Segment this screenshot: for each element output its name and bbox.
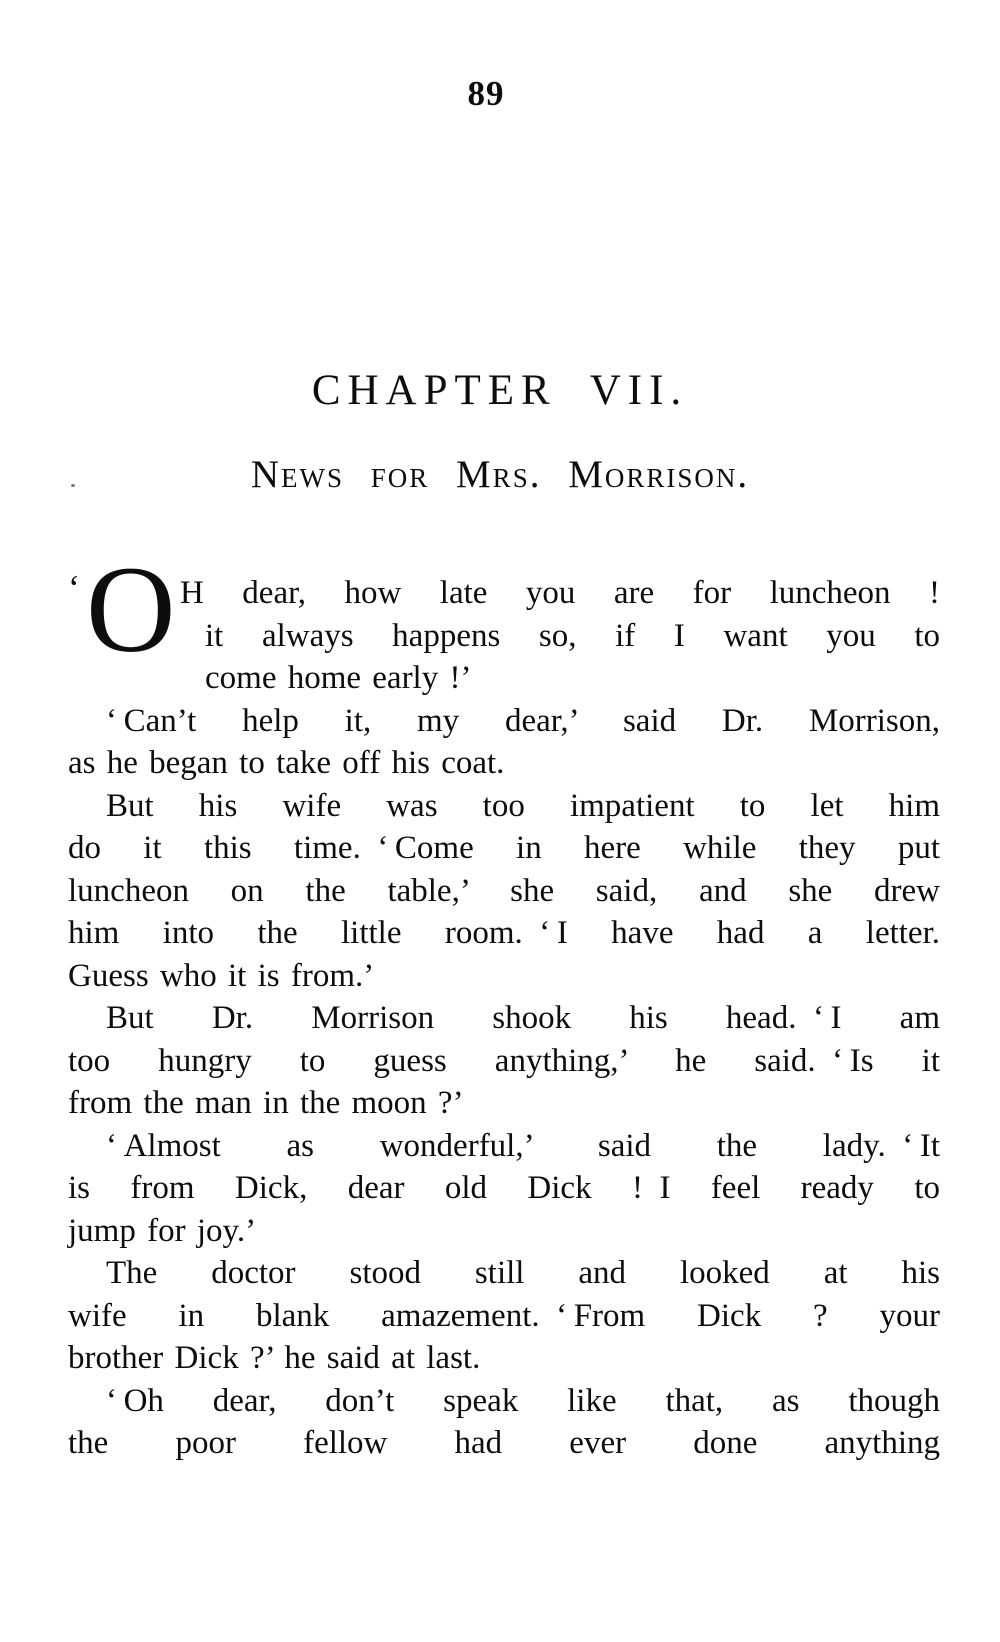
paragraph xyxy=(68,541,940,700)
text-line: jump for joy.’ xyxy=(68,1212,257,1249)
drop-cap-letter: O xyxy=(86,541,176,678)
paragraph xyxy=(68,700,940,785)
drop-cap-open-quote: ‘ xyxy=(68,568,80,608)
text-line: luncheon on the table,’ she said, and she drew xyxy=(68,872,940,909)
body-text xyxy=(68,541,940,1465)
paragraph xyxy=(68,1125,940,1253)
paragraph xyxy=(68,997,940,1125)
text-line: ‘ Almost as wonderful,’ said the lady. ‘ It xyxy=(106,1127,940,1164)
chapter-subtitle: News for Mrs. Morrison. xyxy=(250,453,750,496)
text-line: The doctor stood still and looked at his xyxy=(106,1255,940,1291)
text-line: brother Dick ?’ he said at last. xyxy=(68,1340,481,1376)
text-line: do it this time. ‘ Come in here while they put xyxy=(68,830,940,866)
text-line: come home early !’ xyxy=(205,660,472,696)
page-number: 89 xyxy=(467,74,505,113)
text-line: as he began to take off his coat. xyxy=(68,745,505,781)
text-line: too hungry to guess anything,’ he said. ‘ Is it xyxy=(68,1042,940,1079)
paragraph xyxy=(68,1252,940,1380)
text-line: But Dr. Morrison shook his head. ‘ I am xyxy=(106,1000,940,1036)
scan-speck xyxy=(71,484,75,487)
text-line: from the man in the moon ?’ xyxy=(68,1085,464,1121)
text-line: is from Dick, dear old Dick ! I feel ready to xyxy=(68,1170,940,1206)
text-line: ‘ Can’t help it, my dear,’ said Dr. Morrison, xyxy=(106,702,940,739)
paragraph xyxy=(68,1380,940,1465)
text-line: the poor fellow had ever done anything xyxy=(68,1425,940,1461)
text-line: it always happens so, if I want you to xyxy=(205,617,940,654)
paragraph xyxy=(68,785,940,998)
chapter-heading: CHAPTER VII. xyxy=(311,367,689,414)
text-line: Guess who it is from.’ xyxy=(68,957,375,994)
text-line: H dear, how late you are for luncheon ! xyxy=(180,575,940,611)
text-line: ‘ Oh dear, don’t speak like that, as though xyxy=(106,1382,940,1419)
text-line: But his wife was too impatient to let him xyxy=(106,787,940,824)
text-line: wife in blank amazement. ‘ From Dick ? your xyxy=(68,1297,940,1334)
text-line: him into the little room. ‘ I have had a letter. xyxy=(68,915,940,951)
